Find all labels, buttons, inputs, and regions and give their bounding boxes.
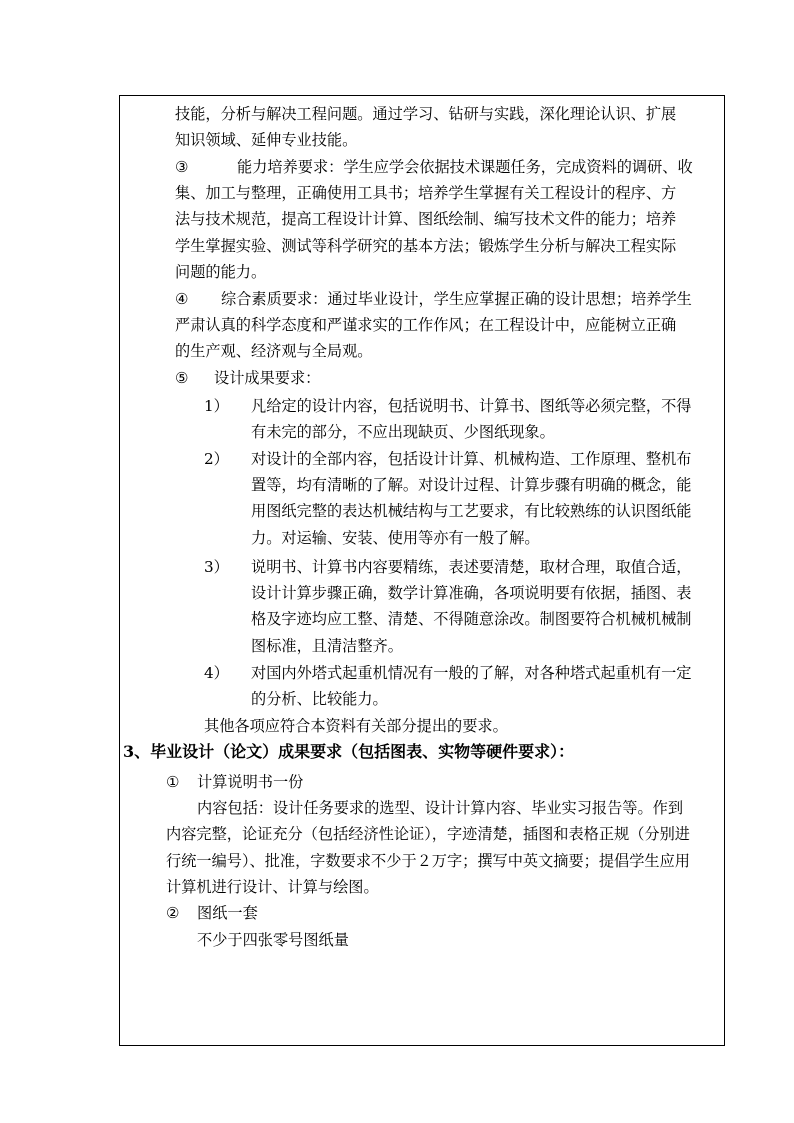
item-number: 3） <box>204 558 229 576</box>
subheading: 图纸一套 <box>197 904 258 922</box>
list-marker-5: ⑤ <box>175 369 189 387</box>
text-line: 内容包括：设计任务要求的选型、设计计算内容、毕业实习报告等。作到 <box>197 799 683 817</box>
text-line: 行统一编号）、批准，字数要求不少于２万字；撰写中英文摘要；提倡学生应用 <box>166 852 690 870</box>
list-marker-4: ④ <box>175 290 189 308</box>
text-line: 技能，分析与解决工程问题。通过学习、钻研与实践，深化理论认识、扩展 <box>175 105 677 123</box>
text-line: 不少于四张零号图纸量 <box>197 931 349 949</box>
text-line: 力。对运输、安装、使用等亦有一般了解。 <box>251 529 540 547</box>
text-line: 对设计的全部内容，包括设计计算、机械构造、工作原理、整机布 <box>251 450 692 468</box>
text-line: 学生掌握实验、测试等科学研究的基本方法；锻炼学生分析与解决工程实际 <box>175 237 677 255</box>
list-marker-3: ③ <box>175 158 189 176</box>
text-line: 计算机进行设计、计算与绘图。 <box>166 878 379 896</box>
text-line: 知识领域、延伸专业技能。 <box>175 131 358 149</box>
text-line: 的生产观、经济观与全局观。 <box>175 342 373 360</box>
item-number: 4） <box>204 664 229 682</box>
text-line: 其他各项应符合本资料有关部分提出的要求。 <box>204 717 508 735</box>
text-line: 置等，均有清晰的了解。对设计过程、计算步骤有明确的概念，能 <box>251 476 692 494</box>
list-marker-2: ② <box>166 904 180 922</box>
text-line: 严肃认真的科学态度和严谨求实的工作作风；在工程设计中，应能树立正确 <box>175 316 677 334</box>
text-line: 格及字迹均应工整、清楚、不得随意涂改。制图要符合机械机械制 <box>251 610 692 628</box>
text-line: 设计计算步骤正确，数学计算准确，各项说明要有依据，插图、表 <box>251 584 692 602</box>
subheading: 计算说明书一份 <box>197 773 304 791</box>
text-line: 集、加工与整理，正确使用工具书；培养学生掌握有关工程设计的程序、方 <box>175 184 677 202</box>
item-number: 2） <box>204 450 229 468</box>
section-heading: 3、毕业设计（论文）成果要求（包括图表、实物等硬件要求）： <box>123 742 575 761</box>
text-line: 法与技术规范，提高工程设计计算、图纸绘制、编写技术文件的能力；培养 <box>175 210 677 228</box>
text-line: 的分析、比较能力。 <box>251 690 388 708</box>
text-line: 内容完整，论证充分（包括经济性论证），字迹清楚，插图和表格正规（分别进 <box>166 825 690 843</box>
subheading: 设计成果要求： <box>214 369 321 387</box>
text-line: 问题的能力。 <box>175 263 267 281</box>
text-line: 图标准，且清洁整齐。 <box>251 637 403 655</box>
text-line: 有未完的部分，不应出现缺页、少图纸现象。 <box>251 423 555 441</box>
text-line: 能力培养要求：学生应学会依据技术课题任务，完成资料的调研、收 <box>237 158 693 176</box>
item-number: 1） <box>204 397 229 415</box>
list-marker-1: ① <box>166 773 180 791</box>
text-line: 用图纸完整的表达机械结构与工艺要求，有比较熟练的认识图纸能 <box>251 502 692 520</box>
text-line: 综合素质要求：通过毕业设计，学生应掌握正确的设计思想；培养学生 <box>221 290 692 308</box>
text-line: 凡给定的设计内容，包括说明书、计算书、图纸等必须完整，不得 <box>251 397 692 415</box>
text-line: 说明书、计算书内容要精练，表述要清楚，取材合理，取值合适， <box>251 558 692 576</box>
text-line: 对国内外塔式起重机情况有一般的了解，对各种塔式起重机有一定 <box>251 664 692 682</box>
